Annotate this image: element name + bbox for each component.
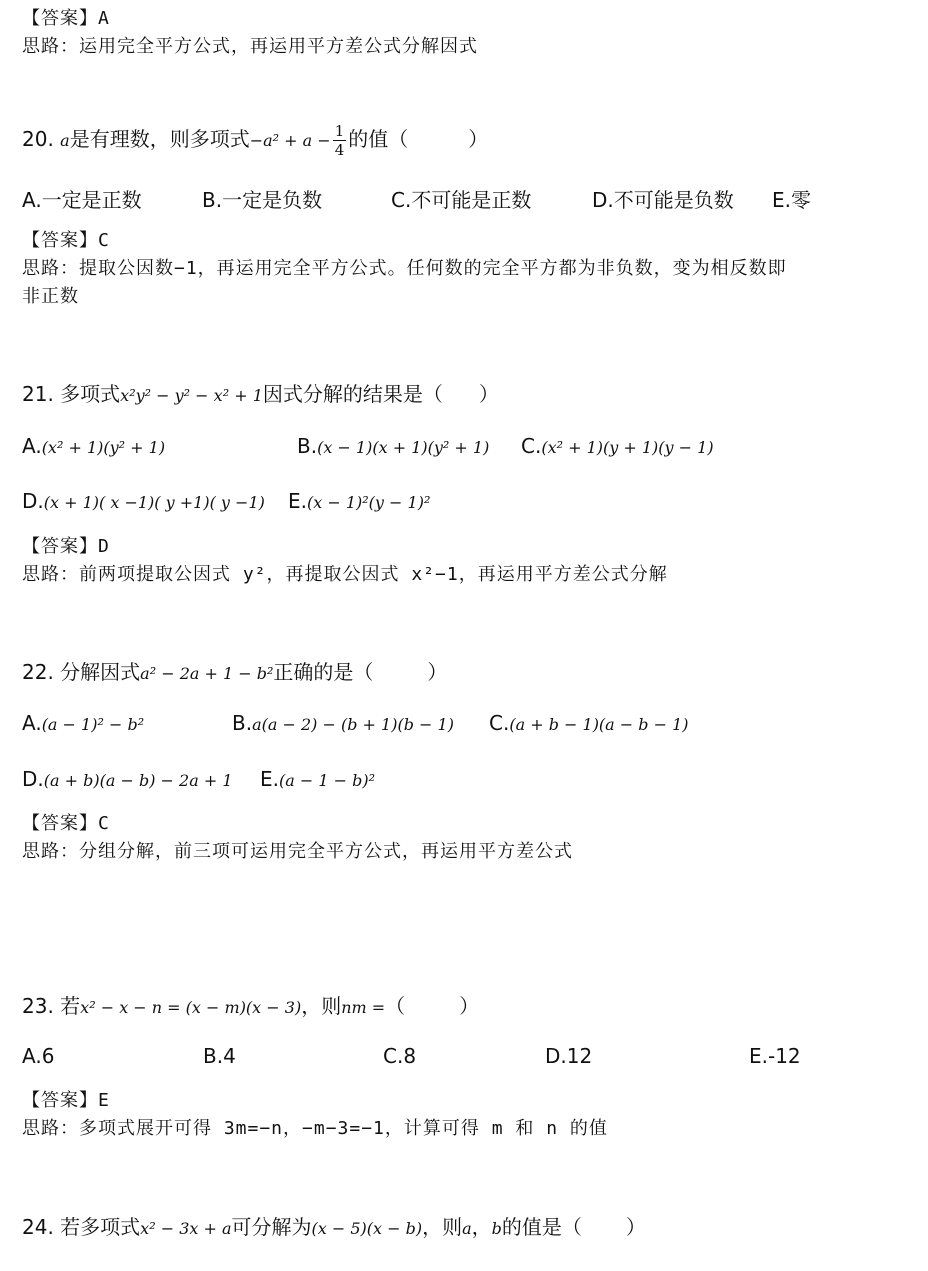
math-expression: a(a − 2) − (b + 1)(b − 1) — [252, 715, 454, 734]
math-expression: −a² + a − — [249, 131, 331, 150]
option-c[interactable]: C.8 — [383, 1044, 417, 1068]
math-expression: nm = — [341, 998, 386, 1017]
fraction — [333, 122, 347, 159]
math-expression: (x − 5)(x − b) — [311, 1219, 423, 1238]
math-expression: (a + b)(a − b) − 2a + 1 — [43, 771, 233, 790]
math-var: b — [491, 1219, 502, 1238]
bracket-close: ） — [427, 660, 448, 684]
question-text: 的值是（ — [501, 1215, 582, 1239]
question-text: ，则 — [301, 994, 342, 1018]
option-b[interactable] — [232, 711, 454, 735]
question-text: 多项式 — [60, 382, 121, 406]
question-number: 21. — [22, 382, 54, 406]
option-e[interactable]: E.-12 — [749, 1044, 801, 1068]
math-var: a — [60, 131, 70, 150]
math-expression: a² − 2a + 1 − b² — [140, 664, 274, 683]
answer-23: 【答案】E — [22, 1090, 110, 1111]
reason-20-line1: 思路：提取公因数−1，再运用完全平方公式。任何数的完全平方都为非负数，变为相反数即 — [22, 258, 787, 279]
question-number: 24. — [22, 1215, 54, 1239]
option-b[interactable]: B.一定是负数 — [202, 188, 323, 212]
option-d[interactable]: D.不可能是负数 — [592, 188, 734, 212]
option-c[interactable]: C.不可能是正数 — [391, 188, 532, 212]
option-a[interactable]: A.6 — [22, 1044, 55, 1068]
question-text: 可分解为 — [231, 1215, 312, 1239]
bracket-close: ） — [459, 994, 480, 1018]
reason-19: 思路：运用完全平方公式，再运用平方差公式分解因式 — [22, 36, 478, 57]
bracket-close: ） — [468, 127, 489, 151]
question-text: （ — [385, 994, 406, 1018]
math-expression: (x − 1)²(y − 1)² — [307, 493, 431, 512]
option-d[interactable] — [22, 489, 265, 513]
option-e[interactable]: E.零 — [772, 188, 811, 212]
option-letter: C. — [521, 434, 542, 458]
reason-20-line2: 非正数 — [22, 286, 79, 307]
question-23 — [22, 990, 479, 1019]
math-expression: (x² + 1)(y² + 1) — [41, 438, 166, 457]
option-b[interactable] — [297, 434, 489, 458]
option-letter: B. — [232, 711, 253, 735]
option-a[interactable] — [22, 434, 165, 458]
option-b[interactable]: B.4 — [203, 1044, 236, 1068]
fraction-numerator: 1 — [334, 122, 345, 140]
answer-20: 【答案】C — [22, 230, 110, 251]
reason-23: 思路：多项式展开可得 3m=−n，−m−3=−1，计算可得 m 和 n 的值 — [22, 1118, 608, 1139]
math-expression: x² − x − n = (x − m)(x − 3) — [80, 998, 302, 1017]
question-text: 若 — [60, 994, 81, 1018]
question-21 — [22, 378, 499, 407]
question-text: 正确的是（ — [273, 660, 374, 684]
option-a[interactable] — [22, 711, 144, 735]
question-text: 若多项式 — [60, 1215, 141, 1239]
math-expression: (x + 1)( x −1)( y +1)( y −1) — [43, 493, 265, 512]
option-d[interactable] — [22, 767, 233, 791]
bracket-close: ） — [625, 1215, 646, 1239]
bracket-close: ） — [478, 382, 499, 406]
math-expression: x²y² − y² − x² + 1 — [120, 386, 263, 405]
fraction-denominator: 4 — [334, 141, 345, 159]
question-20 — [22, 122, 488, 159]
question-text: ， — [471, 1215, 492, 1239]
reason-21: 思路：前两项提取公因式 y²，再提取公因式 x²−1，再运用平方差公式分解 — [22, 564, 668, 585]
math-expression: (x² + 1)(y + 1)(y − 1) — [541, 438, 714, 457]
reason-22: 思路：分组分解，前三项可运用完全平方公式，再运用平方差公式 — [22, 841, 573, 862]
math-expression: (a + b − 1)(a − b − 1) — [509, 715, 689, 734]
math-expression: (x − 1)(x + 1)(y² + 1) — [317, 438, 490, 457]
option-a[interactable]: A.一定是正数 — [22, 188, 142, 212]
math-expression: (a − 1)² − b² — [41, 715, 145, 734]
option-letter: E. — [260, 767, 279, 791]
answer-19: 【答案】A — [22, 8, 110, 29]
question-22 — [22, 656, 447, 685]
question-number: 23. — [22, 994, 54, 1018]
option-letter: D. — [22, 767, 44, 791]
option-e[interactable] — [260, 767, 375, 791]
option-c[interactable] — [521, 434, 714, 458]
question-text: ，则 — [422, 1215, 463, 1239]
question-text: 分解因式 — [60, 660, 141, 684]
math-var: a — [462, 1219, 472, 1238]
question-text: 的值（ — [348, 127, 409, 151]
answer-22: 【答案】C — [22, 813, 110, 834]
option-e[interactable] — [288, 489, 430, 513]
answer-21: 【答案】D — [22, 536, 110, 557]
math-expression: x² − 3x + a — [140, 1219, 232, 1238]
option-letter: B. — [297, 434, 318, 458]
option-c[interactable] — [489, 711, 689, 735]
question-number: 22. — [22, 660, 54, 684]
option-letter: D. — [22, 489, 44, 513]
option-letter: C. — [489, 711, 510, 735]
option-letter: A. — [22, 711, 42, 735]
question-text: 因式分解的结果是（ — [262, 382, 443, 406]
option-d[interactable]: D.12 — [545, 1044, 593, 1068]
option-letter: E. — [288, 489, 307, 513]
question-text: 是有理数，则多项式 — [69, 127, 250, 151]
question-number: 20. — [22, 127, 54, 151]
question-24 — [22, 1211, 646, 1240]
option-letter: A. — [22, 434, 42, 458]
math-expression: (a − 1 − b)² — [279, 771, 376, 790]
